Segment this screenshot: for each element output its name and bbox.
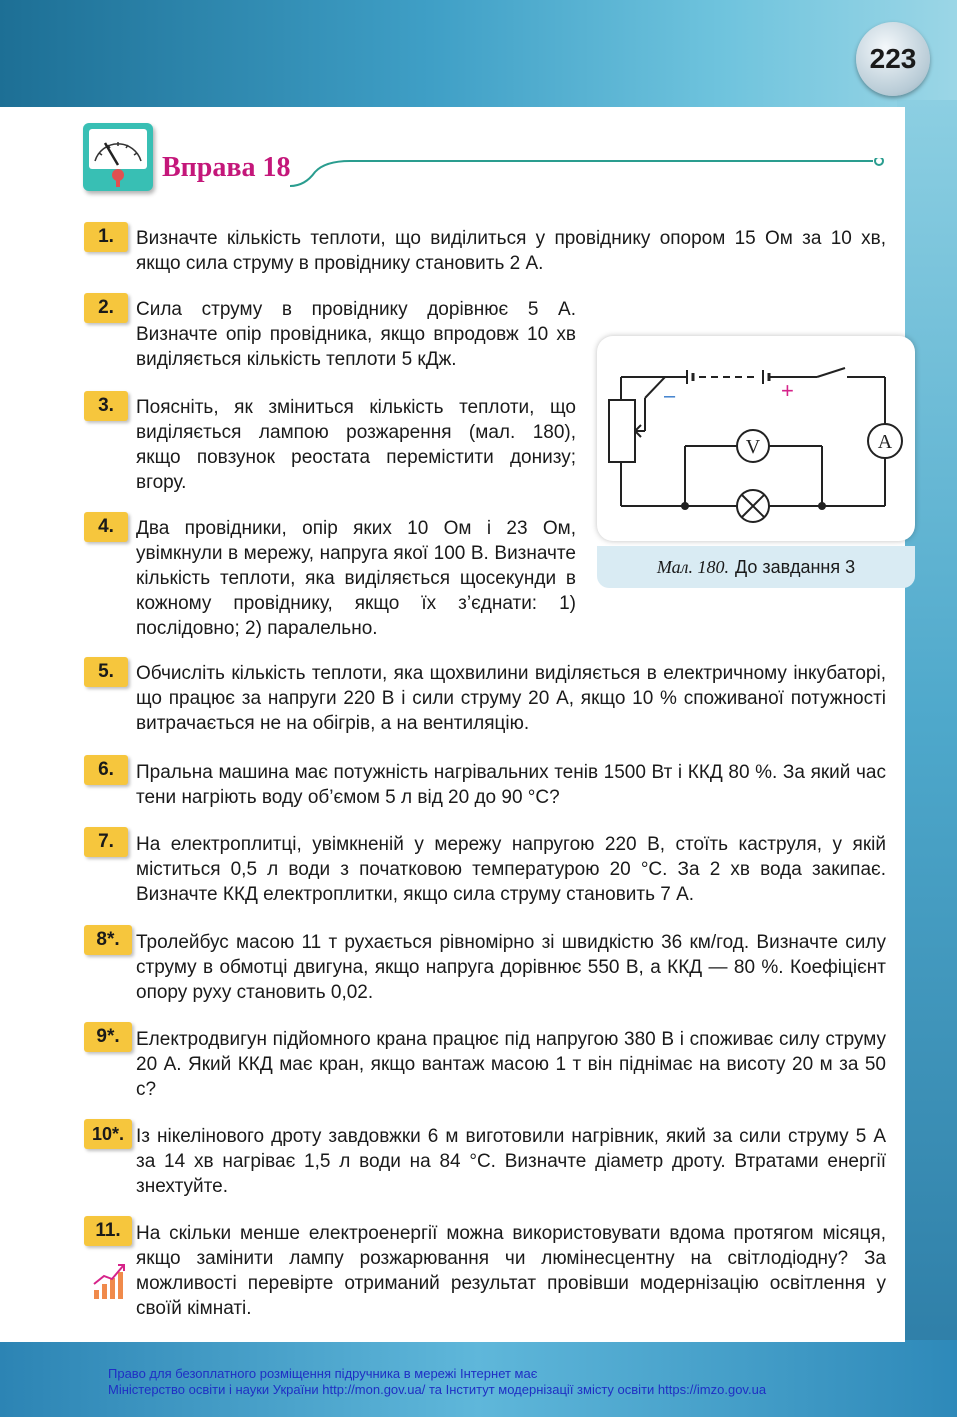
task-number: 11.	[84, 1216, 132, 1246]
footer-line: Міністерство освіти і науки України http://mon.gov.ua/ та Інститут модернізації змісту освіти https://imzo.gov.ua	[108, 1382, 767, 1397]
footer-line: Право для безоплатного розміщення підручника в мережі Інтернет має	[108, 1366, 538, 1381]
task-number: 4.	[84, 512, 128, 542]
caption-text: До завдання 3	[734, 556, 856, 577]
header-background	[0, 0, 957, 110]
figure-caption	[597, 546, 915, 588]
page-number: 223	[856, 22, 930, 96]
task-number: 6.	[84, 755, 128, 785]
task-number: 7.	[84, 827, 128, 857]
right-margin-background	[897, 100, 957, 1350]
task-number: 5.	[84, 657, 128, 687]
task-text: Визначте кількість теплоти, що виділиться у провіднику опором 15 Ом за 10 хв, якщо сила струму в провіднику становить 2 А.	[136, 228, 886, 274]
ammeter-label: A	[877, 431, 893, 453]
task-text: Із нікелінового дроту завдовжки 6 м виготовили нагрівник, який за сили струму 5 А за 14 хв нагріває 1,5 л води на 84 °С. Визначте діаметр дроту. Втратами енергії знехтуйте.	[136, 1126, 886, 1197]
task-number: 8*.	[84, 925, 132, 955]
meter-icon	[83, 123, 153, 191]
footer-notice	[108, 1366, 766, 1398]
task-text: Поясніть, як зміниться кількість теплоти, що виділяється лампою розжарення (мал. 180), якщо повзунок реостата перемістити донизу; вгору.	[136, 397, 576, 493]
voltmeter-label: V	[745, 436, 761, 458]
task-text: На скільки менше електроенергії можна використовувати вдома протягом місяця, якщо замінити лампу розжарювання чи люмінесцентну на світлодіодну? За можливості перевірте отриманий результат провівши модернізацію освітлення у своїй кімнаті.	[136, 1223, 886, 1319]
page-title: Вправа 18	[162, 152, 291, 183]
task-number: 9*.	[84, 1022, 132, 1052]
chart-growth-icon	[92, 1262, 126, 1300]
task-text: Тролейбус масою 11 т рухається рівномірно зі швидкістю 36 км/год. Визначте силу струму в обмотці двигуна, якщо напруга дорівнює 550 В, а ККД — 80 %. Коефіцієнт опору руху становить 0,02.	[136, 932, 886, 1003]
task-number: 3.	[84, 391, 128, 421]
caption-label: Мал. 180.	[656, 556, 729, 577]
minus-terminal: –	[664, 385, 676, 407]
task-text: Пральна машина має потужність нагрівальних тенів 1500 Вт і ККД 80 %. За який час тени нагріють воду об’ємом 5 л від 20 до 90 °С?	[136, 762, 886, 808]
title-underline	[290, 158, 890, 188]
plus-terminal: +	[781, 378, 794, 403]
task-text: Два провідники, опір яких 10 Ом і 23 Ом, увімкнули в мережу, напруга якої 100 В. Визначте кількість теплоти, яка виділяється щосекунди в кожному провіднику, якщо їх з’єднати: 1) послідовно; 2) паралельно.	[136, 518, 576, 639]
circuit-figure	[597, 336, 915, 541]
task-text: На електроплитці, увімкненій у мережу напругою 220 В, стоїть каструля, у якій міститься 0,5 л води з початковою температурою 20 °С. За 2 хв вода закипає. Визначте ККД електроплитки, якщо сила струму становить 7 А.	[136, 834, 886, 905]
task-number: 1.	[84, 222, 128, 252]
task-text: Сила струму в провіднику дорівнює 5 А. Визначте опір провідника, якщо впродовж 10 хв виділяється кількість теплоти 5 кДж.	[136, 299, 576, 370]
task-text: Обчисліть кількість теплоти, яка щохвилини виділяється в електричному інкубаторі, що працює за напруги 220 В і сили струму 20 А, якщо 10 % споживаної потужності витрачається не на обігрів, а на вентиляцію.	[136, 663, 886, 734]
task-number: 2.	[84, 293, 128, 323]
task-number: 10*.	[84, 1119, 132, 1149]
task-text: Електродвигун підйомного крана працює під напругою 380 В і споживає силу струму 20 А. Який ККД має кран, якщо вантаж масою 1 т він піднімає на висоту 20 м за 50 с?	[136, 1029, 886, 1100]
